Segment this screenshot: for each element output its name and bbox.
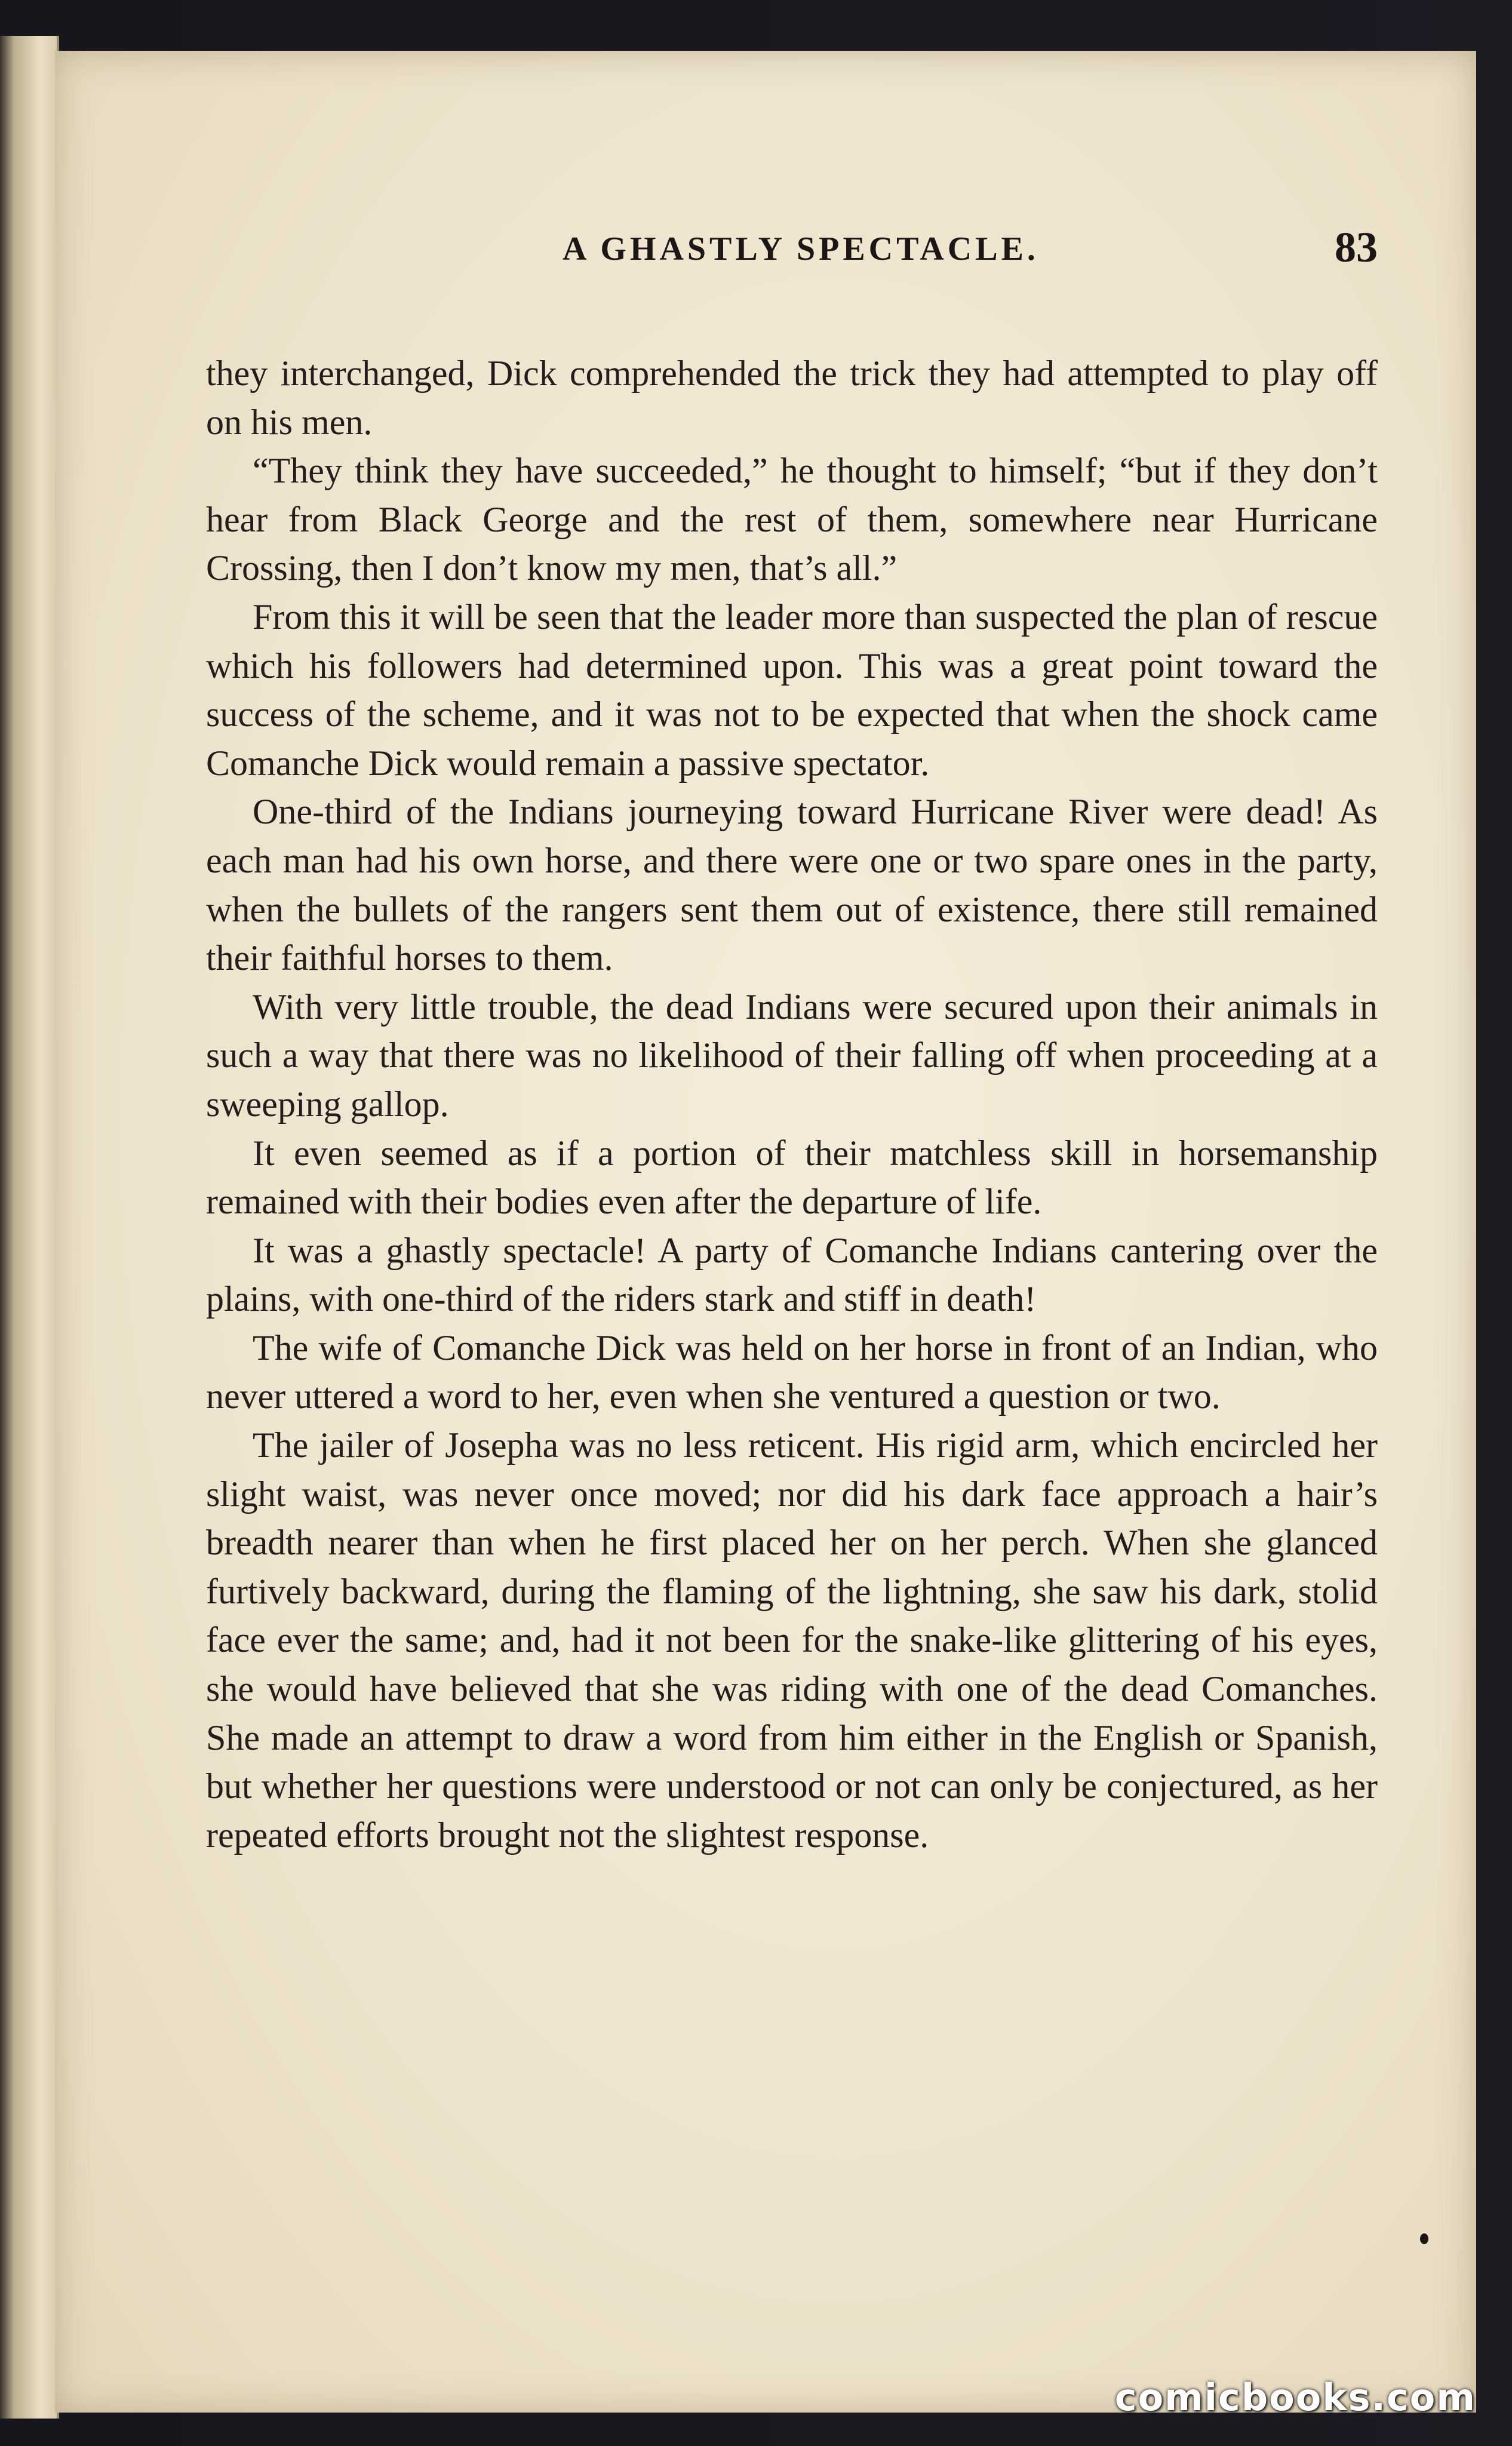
paragraph: they interchanged, Dick comprehended the trick they had attempted to play off on his men. — [206, 354, 1378, 442]
paragraph: It was a ghastly spectacle! A party of Comanche Indians cantering over the plains, with one-third of the riders stark and stiff in death! — [206, 1230, 1378, 1319]
paragraph: One-third of the Indians journeying toward Hurricane River were dead! As each man had his own horse, and there were one or two spare ones in the party, when the bullets of the rangers sent them out of existence, there still remained their faithful horses to them. — [206, 792, 1378, 978]
ink-speck — [1420, 2233, 1428, 2244]
watermark-text: comicbooks.com — [1114, 2376, 1476, 2419]
paragraph: “They think they have succeeded,” he thought to himself; “but if they don’t hear from Black George and the rest of them, somewhere near Hurricane Crossing, then I don’t know my men, that’s all.” — [206, 451, 1378, 588]
body-text — [206, 349, 1378, 1860]
page-sheet — [55, 51, 1476, 2413]
facing-page-edge — [0, 36, 59, 2419]
paragraph: With very little trouble, the dead Indians were secured upon their animals in such a way that there was no likelihood of their falling off when proceeding at a sweeping gallop. — [206, 987, 1378, 1124]
running-head — [55, 212, 1476, 278]
paragraph: The jailer of Josepha was no less reticent. His rigid arm, which encircled her slight waist, was never once moved; nor did his dark face approach a hair’s breadth nearer than when he first placed her on her perch. When she glanced furtively backward, during the flaming of the lightning, she saw his dark, stolid face ever the same; and, had it not been for the snake-like glittering of his eyes, she would have believed that she was riding with one of the dead Comanches. She made an attempt to draw a word from him either in the English or Spanish, but whether her questions were understood or not can only be conjectured, as her repeated efforts brought not the slightest response. — [206, 1425, 1378, 1855]
paragraph: From this it will be seen that the leader more than suspected the plan of rescue which his followers had determined upon. This was a great point toward the success of the scheme, and it was not to be expected that when the shock came Comanche Dick would remain a passive spectator. — [206, 597, 1378, 783]
page-number: 83 — [1335, 223, 1378, 271]
paragraph: The wife of Comanche Dick was held on her horse in front of an Indian, who never uttered a word to her, even when she ventured a question or two. — [206, 1328, 1378, 1416]
running-head-title: A GHASTLY SPECTACLE. — [563, 231, 1039, 268]
paragraph: It even seemed as if a portion of their matchless skill in horsemanship remained with their bodies even after the departure of life. — [206, 1133, 1378, 1222]
